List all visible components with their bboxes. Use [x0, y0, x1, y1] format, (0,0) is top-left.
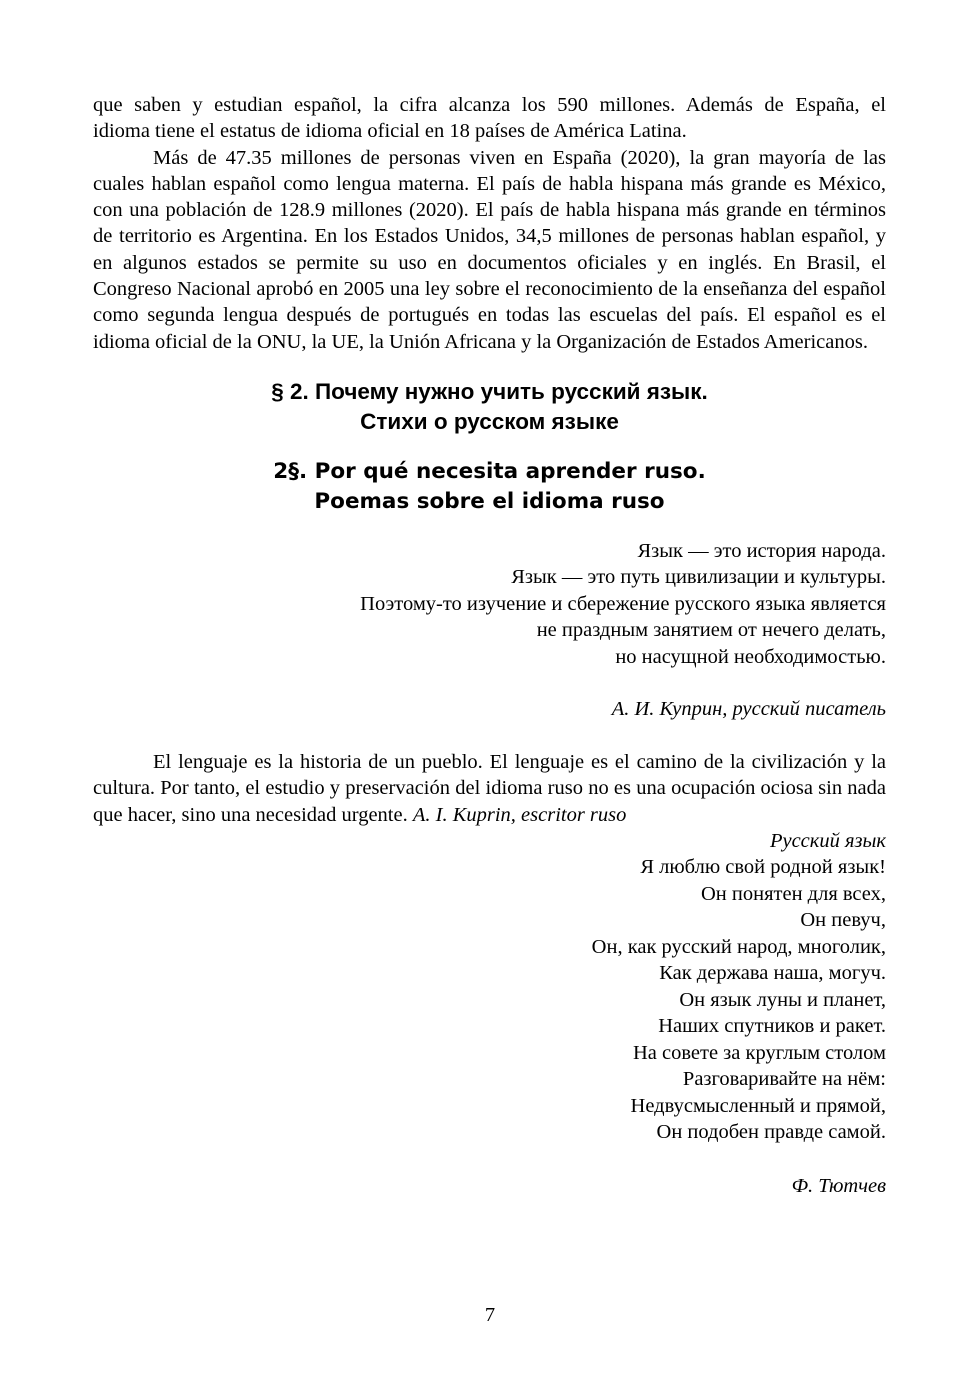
page-content	[93, 92, 886, 1199]
translation-paragraph	[93, 749, 886, 828]
poem-line: Он понятен для всех,	[700, 882, 886, 905]
epigraph-line: но насущной необходимостью.	[615, 645, 886, 668]
poem-title: Русский язык	[769, 829, 886, 852]
poem-line: Он певуч,	[800, 909, 886, 932]
intro-paragraph	[93, 92, 886, 145]
section-heading-ru-line1: § 2. Почему нужно учить русский язык.	[271, 378, 708, 404]
translation-attribution: A. I. Kuprin, escritor ruso	[412, 803, 627, 826]
section-heading-spanish	[93, 457, 886, 517]
poem-line: Он подобен правде самой.	[656, 1121, 886, 1144]
poem-line: Он, как русский народ, многолик,	[591, 935, 886, 958]
epigraph-author: А. И. Куприн, русский писатель	[611, 698, 886, 721]
epigraph-line: не праздным занятием от нечего делать,	[536, 619, 886, 642]
epigraph-line: Язык — это история народа.	[637, 539, 886, 562]
section-heading-es-line2: Poemas sobre el idioma ruso	[314, 488, 665, 514]
poem-author: Ф. Тютчев	[791, 1174, 886, 1197]
intro-line-2: idioma tiene el estatus de idioma oficial en 18 países de América Latina.	[93, 120, 687, 143]
spain-paragraph: Más de 47.35 millones de personas viven en España (2020), la gran mayoría de las cuales hablan español como lengua materna. El país de habla hispana más grande es México, con una población de 128.9 millones (2020). El país de habla hispana más grande en términos de territorio es Argentina. En los Estados Unidos, 34,5 millones de personas hablan español, y en algunos estados se permite su uso en documentos oficiales y en inglés. En Brasil, el Congreso Nacional aprobó en 2005 una ley sobre el reconocimiento de la enseñanza del español como segunda lengua después de portugués en todas las escuelas del país. El español es el idioma oficial de la ONU, la UE, la Unión Africana y la Organización de Estados Americanos.	[93, 146, 886, 353]
epigraph-line: Язык — это путь цивилизации и культуры.	[511, 566, 886, 589]
poem-line: На совете за круглым столом	[632, 1041, 886, 1064]
poem-line: Как держава наша, могуч.	[659, 962, 886, 985]
section-heading-es-line1: 2§. Por qué necesita aprender ruso.	[273, 458, 706, 484]
poem-line: Разговаривайте на нём:	[682, 1068, 886, 1091]
section-heading-russian	[93, 377, 886, 437]
poem-line: Я люблю свой родной язык!	[640, 856, 886, 879]
translation-text: El lenguaje es la historia de un pueblo. El lenguaje es el camino de la civilización y la cultura. Por tanto, el estudio y preservación del idioma ruso no es una ocupación ociosa sin nada que hacer, sino una necesidad urgente.	[93, 750, 886, 826]
section-heading-ru-line2: Стихи о русском языке	[360, 408, 619, 434]
epigraph-line: Поэтому-то изучение и сбережение русского языка является	[360, 592, 886, 615]
page-number: 7	[484, 1304, 496, 1326]
poem-line: Наших спутников и ракет.	[658, 1015, 886, 1038]
intro-line-1: que saben y estudian español, la cifra alcanza los 590 millones. Además de España, el	[93, 94, 886, 116]
poem-russian-language	[93, 828, 886, 1146]
poem-line: Он язык луны и планет,	[679, 988, 886, 1011]
poem-line: Недвусмысленный и прямой,	[630, 1094, 886, 1117]
epigraph-quote	[93, 538, 886, 671]
